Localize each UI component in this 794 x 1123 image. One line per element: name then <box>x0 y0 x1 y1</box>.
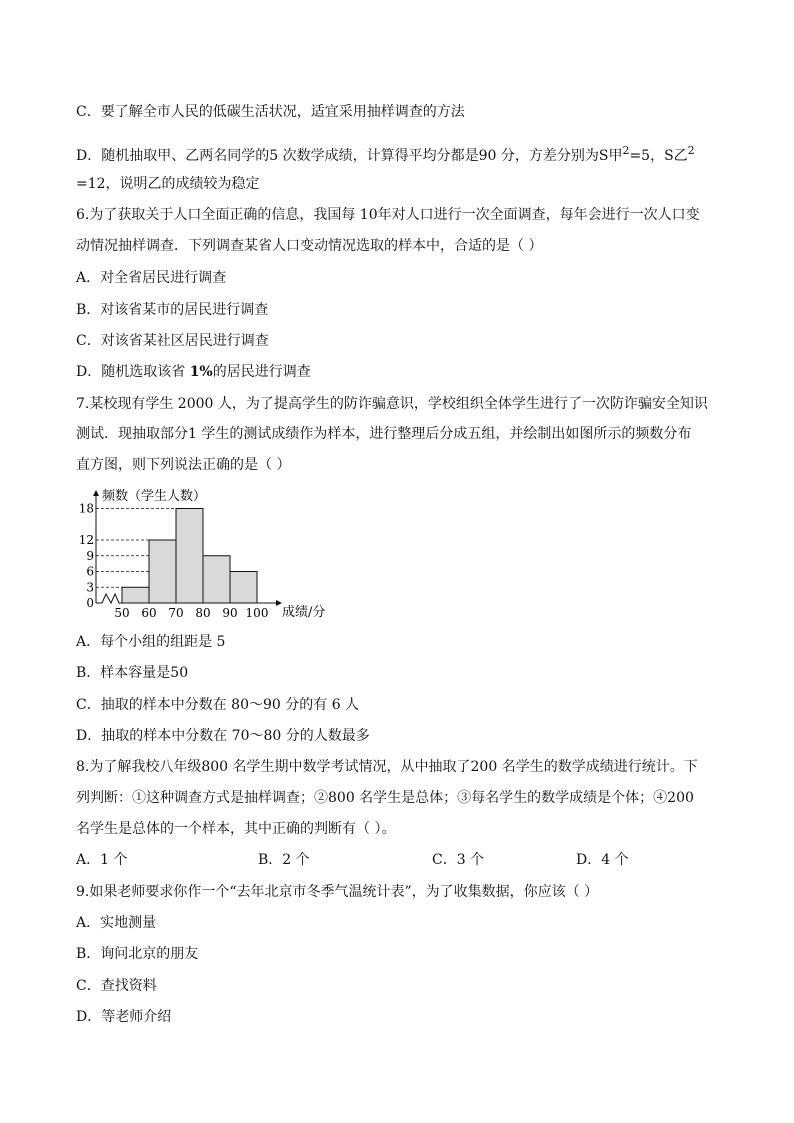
q5d-text-b: =5，S <box>629 148 674 164</box>
q8-option-d: D．4 个 <box>576 852 629 868</box>
histogram-bar <box>122 587 149 603</box>
q5-option-c: C．要了解全市人民的低碳生活状况，适宜采用抽样调查的方法 <box>76 104 465 120</box>
histogram-bar <box>203 556 230 603</box>
y-tick-label: 9 <box>86 548 94 563</box>
q7-option-d: D．抽取的样本中分数在 70～80 分的人数最多 <box>76 728 370 744</box>
q5-option-d-line1 <box>76 141 695 166</box>
y-tick-label: 6 <box>86 564 94 579</box>
q7-option-b: B．样本容量是50 <box>76 665 189 681</box>
q6-stem-line1: 6.为了获取关于人口全面正确的信息，我国每 10年对人口进行一次全面调查，每年会进行一次人口变 <box>76 207 700 223</box>
q9-option-a: A．实地测量 <box>76 915 157 931</box>
y-tick-label: 12 <box>78 533 94 547</box>
q9-option-c: C．查找资料 <box>76 978 157 994</box>
q6-stem-line2: 动情况抽样调查．下列调查某省人口变动情况选取的样本中，合适的是（ ） <box>76 238 543 254</box>
q6d-post: 的居民进行调查 <box>212 364 311 380</box>
y-tick-label: 18 <box>78 501 94 516</box>
y-tick-label: 0 <box>86 596 94 610</box>
q9-option-d: D．等老师介绍 <box>76 1009 172 1025</box>
q8-stem-line3: 名学生是总体的一个样本，其中正确的判断有（ ）。 <box>76 821 396 837</box>
q5d-sup-1: 2 <box>622 144 630 157</box>
x-tick-label: 60 <box>141 606 157 620</box>
histogram-bar <box>149 540 176 603</box>
x-tick-label: 50 <box>114 606 130 620</box>
histogram-bar <box>230 572 257 604</box>
x-tick-labels <box>114 606 268 620</box>
q9-stem: 9.如果老师要求你作一个“去年北京市冬季气温统计表”，为了收集数据，你应该（ ） <box>76 884 599 900</box>
q8-stem-line2: 列判断：①这种调查方式是抽样调查；②800 名学生是总体；③每名学生的数学成绩是个体；④200 <box>76 790 694 806</box>
y-tick-label: 3 <box>86 580 94 595</box>
q8-option-b: B．2 个 <box>258 852 310 868</box>
x-tick-label: 100 <box>245 606 269 620</box>
q6-option-b: B．对该省某市的居民进行调查 <box>76 302 269 318</box>
q8-option-c: C．3 个 <box>432 852 485 868</box>
q6-option-a: A．对全省居民进行调查 <box>76 270 227 286</box>
q9-option-b: B．询问北京的朋友 <box>76 946 199 962</box>
q8-option-a: A．1 个 <box>76 852 128 868</box>
q5-option-d-line2: =12，说明乙的成绩较为稳定 <box>76 176 260 192</box>
q7-option-c: C．抽取的样本中分数在 80～90 分的有 6 人 <box>76 697 360 713</box>
q7-option-a: A．每个小组的组距是 5 <box>76 634 226 650</box>
q6-option-d <box>76 362 311 382</box>
q5d-text-a: D．随机抽取甲、乙两名同学的5 次数学成绩，计算得平均分都是90 分，方差分别为S <box>76 148 609 164</box>
x-axis-label: 成绩/分 <box>282 605 326 620</box>
q8-stem-line1: 8.为了解我校八年级800 名学生期中数学考试情况，从中抽取了200 名学生的数学成绩进行统计。下 <box>76 759 698 775</box>
q5d-sub-jia: 甲 <box>608 148 623 164</box>
x-tick-label: 80 <box>195 606 211 620</box>
q6d-pre: D．随机选取该省 <box>76 364 190 380</box>
q7-stem-line1: 7.某校现有学生 2000 人，为了提高学生的防诈骗意识，学校组织全体学生进行了一次防诈骗安全知识 <box>76 396 708 412</box>
y-axis-label: 频数（学生人数） <box>102 489 207 504</box>
y-tick-labels <box>79 502 94 611</box>
q6-option-c: C．对该省某社区居民进行调查 <box>76 333 269 349</box>
frequency-histogram <box>68 486 368 626</box>
q7-stem-line2: 测试．现抽取部分1 学生的测试成绩作为样本，进行整理后分成五组，并绘制出如图所示的频数分布 <box>76 426 692 442</box>
q7-stem-line3: 直方图，则下列说法正确的是（ ） <box>76 457 291 473</box>
x-tick-label: 90 <box>222 606 238 620</box>
x-tick-label: 70 <box>168 606 184 620</box>
q5d-sub-yi: 乙 <box>673 148 688 164</box>
q5d-sup-2: 2 <box>687 144 695 157</box>
q6d-percent: 1% <box>189 364 213 380</box>
histogram-bar <box>176 509 203 604</box>
